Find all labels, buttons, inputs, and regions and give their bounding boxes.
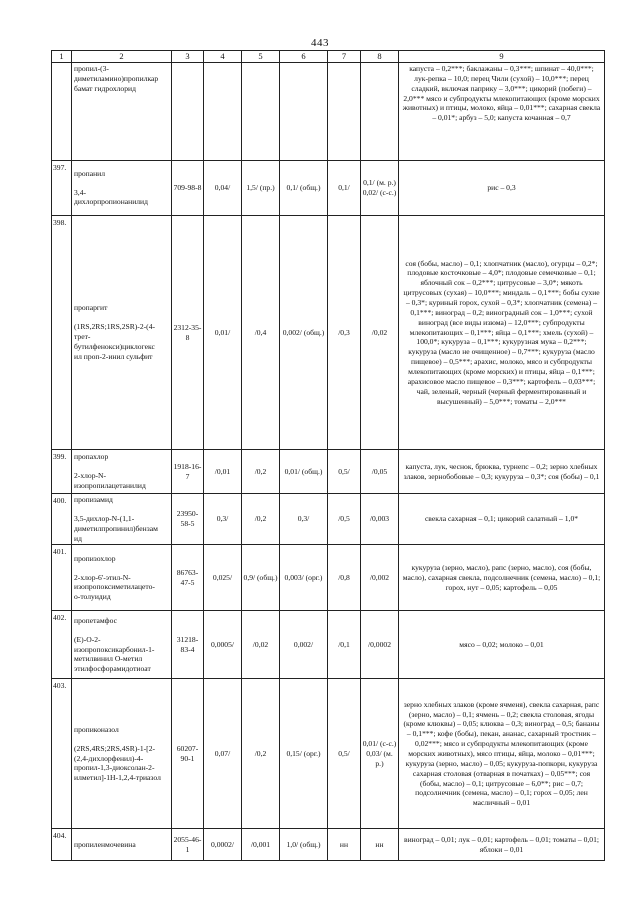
substance-name-cell — [72, 494, 172, 545]
value-cell-4: 0,0002/ — [204, 829, 242, 861]
column-header: 6 — [280, 51, 328, 63]
substance-name-cell — [72, 63, 172, 161]
substance-name-cell — [72, 450, 172, 494]
residue-limits-cell: рис – 0,3 — [399, 161, 605, 216]
row-number-cell: 402. — [52, 611, 72, 679]
value-cell-5: /0,2 — [242, 679, 280, 829]
substance-name-cell — [72, 545, 172, 611]
substance-name-line: пропахлор — [74, 452, 109, 462]
row-number-cell: 401. — [52, 545, 72, 611]
column-header: 3 — [172, 51, 204, 63]
value-cell-7: 0,5/ — [328, 450, 361, 494]
cas-number-cell: 709-98-8 — [172, 161, 204, 216]
column-header: 7 — [328, 51, 361, 63]
column-header: 1 — [52, 51, 72, 63]
column-header: 2 — [72, 51, 172, 63]
table-row — [52, 494, 605, 545]
value-cell-7: /0,5 — [328, 494, 361, 545]
table-row — [52, 161, 605, 216]
substance-name-line: 3,5-дихлор-N-(1,1- — [74, 513, 135, 523]
table-row — [52, 545, 605, 611]
substance-name-line: метилвинил O-метил — [74, 654, 143, 664]
header-row — [52, 51, 605, 63]
substance-name-line: бутилфенокси)циклогекс — [74, 341, 155, 351]
value-cell-6: 0,002/ (общ.) — [280, 216, 328, 450]
cas-number-cell: 31218-83-4 — [172, 611, 204, 679]
row-number-cell: 403. — [52, 679, 72, 829]
substance-name-line: изопропоксиметилацето- — [74, 582, 155, 592]
table-row — [52, 829, 605, 861]
substance-name-line: дихлорпропионанилид — [74, 197, 148, 207]
residue-limits-cell: капуста, лук, чеснок, брюква, турнепс – 0,2; зерно хлебных злаков, зернобобовые – 0,3; кукуруза – 0,3*; соя (бобы) – 0,1 — [399, 450, 605, 494]
substance-name-cell — [72, 679, 172, 829]
substance-name-line — [74, 179, 170, 188]
value-cell-5: /0,02 — [242, 611, 280, 679]
substance-name-line: 2-хлор-N- — [74, 471, 107, 481]
cas-number-cell: 23950-58-5 — [172, 494, 204, 545]
table-row — [52, 611, 605, 679]
substance-name-cell — [72, 829, 172, 861]
value-cell-7: /0,1 — [328, 611, 361, 679]
value-cell-6: 0,3/ — [280, 494, 328, 545]
value-cell-8: 0,01/ (с-с.) 0,03/ (м. р.) — [361, 679, 399, 829]
table-row — [52, 63, 605, 161]
row-number-cell: 404. — [52, 829, 72, 861]
value-cell-6: 0,1/ (общ.) — [280, 161, 328, 216]
value-cell-5: /0,001 — [242, 829, 280, 861]
substance-name-line: 3,4- — [74, 187, 87, 197]
column-header: 4 — [204, 51, 242, 63]
value-cell-8 — [361, 63, 399, 161]
residue-limits-cell: капуста – 0,2***; баклажаны – 0,3***; шпинат – 40,0***; лук-репка – 10,0; перец Чили (сухой) – 10,0***; перец сладкий, включая паприку – 3,0***; цикорий (побеги) – 2,0*** мясо и субпродукты млекопитающих (кроме морских животных) и птицы, молоко, яйца – 0,01***; сахарная свекла – 0,01*; арбуз – 5,0; капуста кочанная – 0,7 — [399, 63, 605, 161]
substance-name-line: ид — [74, 533, 82, 543]
value-cell-6: 0,01/ (общ.) — [280, 450, 328, 494]
substance-name-line: изопропоксикарбонил-1- — [74, 644, 155, 654]
substance-name-line: (2,4-дихлорфенил)-4- — [74, 753, 144, 763]
substance-name-cell — [72, 216, 172, 450]
table-body — [52, 63, 605, 861]
column-header: 5 — [242, 51, 280, 63]
row-number-cell — [52, 63, 72, 161]
substance-name-line — [74, 735, 170, 744]
substance-name-line: пропизохлор — [74, 553, 116, 563]
substance-name-line: диметиламино)пропилкар — [74, 73, 159, 83]
cas-number-cell: 2055-46-1 — [172, 829, 204, 861]
value-cell-6 — [280, 63, 328, 161]
substance-name-line: трет- — [74, 332, 91, 342]
value-cell-7: нн — [328, 829, 361, 861]
row-number-cell: 398. — [52, 216, 72, 450]
substance-name-cell — [72, 611, 172, 679]
value-cell-6: 0,15/ (орг.) — [280, 679, 328, 829]
substance-name-line: (E)-O-2- — [74, 634, 101, 644]
value-cell-6: 0,003/ (орг.) — [280, 545, 328, 611]
value-cell-8: /0,0002 — [361, 611, 399, 679]
residue-limits-cell: мясо – 0,02; молоко – 0,01 — [399, 611, 605, 679]
substance-name-line: диметилпропинил)бензам — [74, 523, 158, 533]
value-cell-8: /0,02 — [361, 216, 399, 450]
value-cell-7 — [328, 63, 361, 161]
column-header: 9 — [399, 51, 605, 63]
cas-number-cell: 2312-35-8 — [172, 216, 204, 450]
value-cell-5: 1,5/ (пр.) — [242, 161, 280, 216]
substance-name-line: изопропилацетанилид — [74, 480, 146, 490]
substance-name-line: этилфосфорамидотиоат — [74, 664, 151, 674]
row-number-cell: 399. — [52, 450, 72, 494]
value-cell-4 — [204, 63, 242, 161]
value-cell-8: нн — [361, 829, 399, 861]
substance-name-line: пропанил — [74, 168, 106, 178]
value-cell-8: /0,002 — [361, 545, 399, 611]
residue-limits-cell: свекла сахарная – 0,1; цикорий салатный – 1,0* — [399, 494, 605, 545]
cas-number-cell — [172, 63, 204, 161]
value-cell-5: /0,4 — [242, 216, 280, 450]
substance-name-line — [74, 313, 170, 322]
cas-number-cell: 86763-47-5 — [172, 545, 204, 611]
residue-limits-cell: кукуруза (зерно, масло), рапс (зерно, масло), соя (бобы, масло), сахарная свекла, подсолнечник (семена, масло) – 0,1; горох, нут – 0,05; картофель – 0,05 — [399, 545, 605, 611]
substance-name-line: (2RS,4RS;2RS,4SR)-1-[2- — [74, 743, 156, 753]
table-row — [52, 450, 605, 494]
value-cell-4: 0,3/ — [204, 494, 242, 545]
value-cell-8: /0,003 — [361, 494, 399, 545]
value-cell-4: 0,0005/ — [204, 611, 242, 679]
substance-name-line: пропетамфос — [74, 615, 117, 625]
value-cell-7: 0,5/ — [328, 679, 361, 829]
substance-name-line — [74, 626, 170, 635]
substance-name-line: бамат гидрохлорид — [74, 83, 136, 93]
substance-name-line — [74, 505, 170, 514]
substance-name-line — [74, 564, 170, 573]
value-cell-4: /0,01 — [204, 450, 242, 494]
residue-limits-cell: виноград – 0,01; лук – 0,01; картофель – 0,01; томаты – 0,01; яблоки – 0,01 — [399, 829, 605, 861]
value-cell-6: 0,002/ — [280, 611, 328, 679]
cas-number-cell: 1918-16-7 — [172, 450, 204, 494]
substance-name-line: пропаргит — [74, 303, 108, 313]
value-cell-5 — [242, 63, 280, 161]
substance-name-line: пропил-(3- — [74, 64, 109, 74]
row-number-cell: 397. — [52, 161, 72, 216]
value-cell-5: 0,9/ (общ.) — [242, 545, 280, 611]
value-cell-4: 0,07/ — [204, 679, 242, 829]
page-number: 443 — [311, 37, 329, 49]
value-cell-7: /0,3 — [328, 216, 361, 450]
value-cell-8: 0,1/ (м. р.) 0,02/ (с-с.) — [361, 161, 399, 216]
substance-name-line: ил проп-2-инил сульфит — [74, 351, 153, 361]
substance-name-line — [74, 462, 170, 471]
value-cell-5: /0,2 — [242, 494, 280, 545]
value-cell-4: 0,01/ — [204, 216, 242, 450]
residue-limits-cell: соя (бобы, масло) – 0,1; хлопчатник (масло), огурцы – 0,2*; плодовые косточковые – 4,0*; плодовые семечковые – 0,1; яблочный сок – 0,2***; цитрусовые – 3,0*; мякоть цитрусовых (сухая) – 10,0***; миндаль – 0,1***; бобы сухие – 0,3*; куриный горох, сухой – 0,3*; хлопчатник (семена) – 0,1***; виноград – 0,2; виноградный сок – 1,0***; сухой виноград (все виды изюма) – 12,0***; субпродукты млекопитающих – 0,1***; яйца – 0,1***; хмель (сухой) – 100,0*; кукуруза – 0,1***; кукурузная мука – 0,2***; кукуруза (масло не очищенное) – 0,7***; кукуруза (масло пищевое) – 0,5***; арахис, молоко, мясо и субпродукты млекопитающих (кроме морских) и птицы, яйца – 0,1***; арахисовое масло пищевое – 0,3***; картофель – 0,03***; чай, зеленый, черный (черный ферментированный и высушенный) – 5,0***; томаты – 2,0*** — [399, 216, 605, 450]
value-cell-7: 0,1/ — [328, 161, 361, 216]
value-cell-4: 0,04/ — [204, 161, 242, 216]
cas-number-cell: 60207-90-1 — [172, 679, 204, 829]
substance-name-line: о-толуидид — [74, 592, 111, 602]
substance-name-line: пропиконазол — [74, 724, 119, 734]
substance-name-line: пропиленмочевина — [74, 840, 136, 850]
value-cell-6: 1,0/ (общ.) — [280, 829, 328, 861]
substance-name-line: пропил-1,3-диоксолан-2- — [74, 763, 155, 773]
column-header: 8 — [361, 51, 399, 63]
substance-name-line: пропизамид — [74, 495, 113, 505]
value-cell-5: /0,2 — [242, 450, 280, 494]
residue-limits-cell: зерно хлебных злаков (кроме ячменя), свекла сахарная, рапс (зерно, масло) – 0,1; ячмень – 0,2; свекла столовая, ягоды (кроме клюквы) – 0,05; клюква – 0,3; виноград – 0,5; бананы – 0,1***; кофе (бобы), пекан, ананас, сахарный тростник – 0,02***; мясо и субпродукты млекопитающих (кроме морских животных), мясо птицы, яйца, молоко – 0,01***; кукуруза (зерно, масло) – 0,05; кукуруза-попкорн, кукуруза сахарная столовая (отварная в початках) – 0,05***; соя (бобы, масло) – 0,1; цитрусовые – 6,0**; рис – 0,7; подсолнечник (семена, масло) – 0,1; горох – 0,05; лен масличный – 0,01 — [399, 679, 605, 829]
value-cell-7: /0,8 — [328, 545, 361, 611]
substance-name-line: (1RS,2RS;1RS,2SR)-2-(4- — [74, 322, 156, 332]
row-number-cell: 400. — [52, 494, 72, 545]
substance-name-cell — [72, 161, 172, 216]
table-row — [52, 679, 605, 829]
table-row — [52, 216, 605, 450]
registry-table — [51, 50, 605, 861]
value-cell-8: /0,05 — [361, 450, 399, 494]
substance-name-line: илметил]-1H-1,2,4-триазол — [74, 773, 161, 783]
substance-name-line: 2-хлор-6'-этил-N- — [74, 572, 131, 582]
value-cell-4: 0,025/ — [204, 545, 242, 611]
